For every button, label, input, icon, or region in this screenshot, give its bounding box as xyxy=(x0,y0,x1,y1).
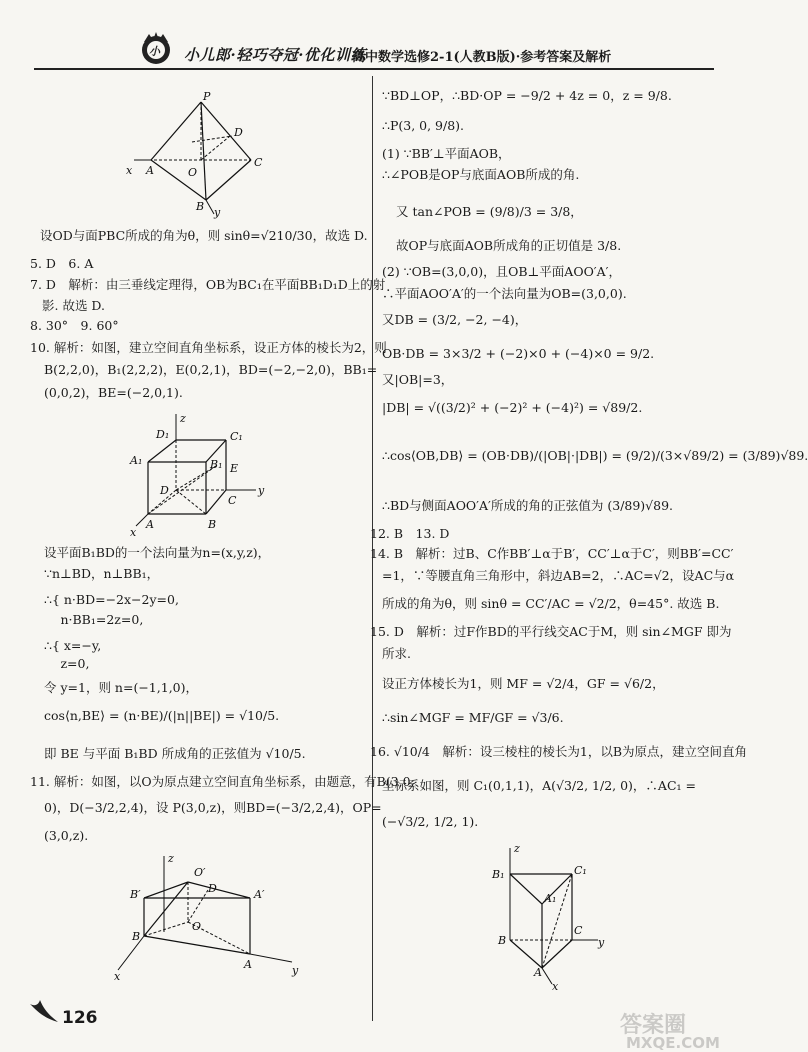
right-line-5: 又 tan∠POB = (9/8)/3 = 3/8， xyxy=(396,204,583,219)
right-line-2: ∴P(3, 0, 9/8). xyxy=(382,118,465,133)
left-line-1: 设OD与面PBC所成的角为θ，则 sinθ=√210/30，故选 D. xyxy=(40,228,368,243)
label-a-prime: A′ xyxy=(254,888,265,901)
right-line-24: 坐标系如图，则 C₁(0,1,1)，A(√3/2, 1/2, 0)，∴AC₁ = xyxy=(382,778,696,793)
header-rule xyxy=(34,68,714,70)
watermark xyxy=(606,1008,748,1052)
left-line-9: 设平面B₁BD的一个法向量为n=(x,y,z)， xyxy=(44,545,271,560)
label-p: P xyxy=(203,90,211,103)
label-y: y xyxy=(214,206,221,219)
svg-text:小: 小 xyxy=(149,45,160,58)
left-line-12: n·BB₁=2z=0, xyxy=(44,612,144,627)
figure-cube xyxy=(126,410,286,540)
right-line-16: 14. B 解析：过B、C作BB′⊥α于B′，CC′⊥α于C′，则BB′=CC′ xyxy=(370,546,734,561)
label-z: z xyxy=(180,412,186,425)
label-d: D xyxy=(160,484,169,497)
left-line-13: ∴{ x=−y, xyxy=(44,638,102,653)
right-line-13: ∴cos⟨OB,DB⟩ = (OB·DB)/(|OB|·|DB|) = (9/2)/(3×√89/2) = (3/89)√89. xyxy=(382,448,808,463)
label-c1: C₁ xyxy=(230,430,243,443)
label-z: z xyxy=(168,852,174,865)
label-a: A xyxy=(244,958,252,971)
label-b-prime: B′ xyxy=(130,888,141,901)
left-line-17: 即 BE 与平面 B₁BD 所成角的正弦值为 √10/5. xyxy=(44,746,306,761)
watermark-line-2: MXQE.COM xyxy=(626,1034,720,1052)
label-o: O xyxy=(188,166,198,179)
left-line-5: 8. 30° 9. 60° xyxy=(30,318,119,333)
watermark-line-1: 答案圈 xyxy=(620,1013,687,1038)
label-y: y xyxy=(258,484,265,497)
label-b: B xyxy=(498,934,507,947)
right-line-22: ∴sin∠MGF = MF/GF = √3/6. xyxy=(382,710,564,725)
label-o-prime: O′ xyxy=(194,866,206,879)
label-a1: A₁ xyxy=(130,454,143,467)
label-y: y xyxy=(292,964,299,977)
right-line-12: |DB| = √((3/2)² + (−2)² + (−4)²) = √89/2. xyxy=(382,400,643,415)
figure-prism xyxy=(112,852,312,982)
right-line-8: ∴平面AOO′A′的一个法向量为OB=(3,0,0). xyxy=(382,286,627,301)
right-line-17: =1，∵等腰直角三角形中，斜边AB=2，∴AC=√2，设AC与α xyxy=(382,568,735,583)
label-e: E xyxy=(230,462,239,475)
right-line-1: ∵BD⊥OP，∴BD·OP = −9/2 + 4z = 0，z = 9/8. xyxy=(382,88,672,103)
label-x: x xyxy=(114,970,121,983)
left-line-2: 5. D 6. A xyxy=(30,256,94,271)
label-o: O xyxy=(192,920,202,933)
label-x: x xyxy=(552,980,559,993)
label-d: D xyxy=(234,126,243,139)
label-b: B xyxy=(196,200,205,213)
right-line-4: ∴∠POB是OP与底面AOB所成的角. xyxy=(382,167,580,182)
right-line-14: ∴BD与侧面AOO′A′所成的角的正弦值为 (3/89)√89. xyxy=(382,498,674,513)
right-line-3: (1) ∵BB′⊥平面AOB， xyxy=(382,146,511,161)
right-line-6: 故OP与底面AOB所成角的正切值是 3/8. xyxy=(396,238,622,253)
label-b: B xyxy=(132,930,141,943)
left-line-18: 11. 解析：如图，以O为原点建立空间直角坐标系，由题意，有B(3,0, xyxy=(30,774,415,789)
left-line-15: 令 y=1，则 n=(−1,1,0)， xyxy=(44,680,198,695)
label-b1: B₁ xyxy=(210,458,223,471)
label-b: B xyxy=(208,518,217,531)
page-number: 126 xyxy=(62,1008,98,1028)
bird-icon xyxy=(28,996,62,1026)
right-line-19: 15. D 解析：过F作BD的平行线交AC于M，则 sin∠MGF 即为 xyxy=(370,624,732,639)
left-line-16: cos⟨n,BE⟩ = (n·BE)/(|n||BE|) = √10/5. xyxy=(44,708,280,723)
left-line-3: 7. D 解析：由三垂线定理得，OB为BC₁在平面BB₁D₁D上的射 xyxy=(30,277,386,292)
label-c: C xyxy=(574,924,583,937)
label-d: D xyxy=(208,882,217,895)
label-a: A xyxy=(146,518,154,531)
series-title: 小儿郎·轻巧夺冠·优化训练 xyxy=(184,46,366,64)
left-line-14: z=0, xyxy=(44,656,90,671)
left-line-8: (0,0,2)，BE=(−2,0,1). xyxy=(44,385,183,400)
right-line-20: 所求. xyxy=(382,646,411,661)
left-line-20: (3,0,z). xyxy=(44,828,89,843)
left-line-4: 影. 故选 D. xyxy=(42,298,105,313)
label-b1: B₁ xyxy=(492,868,505,881)
right-line-23: 16. √10/4 解析：设三棱柱的棱长为1，以B为原点，建立空间直角 xyxy=(370,744,748,759)
right-line-25: (−√3/2, 1/2, 1). xyxy=(382,814,479,829)
book-title: 高中数学选修2-1(人教B版)·参考答案及解析 xyxy=(352,50,612,65)
left-line-19: 0)，D(−3/2,2,4)，设 P(3,0,z)，则BD=(−3/2,2,4)，OP= xyxy=(44,800,382,815)
crown-logo-icon xyxy=(138,30,174,66)
figure-triangular-prism xyxy=(482,842,622,992)
left-line-6: 10. 解析：如图，建立空间直角坐标系，设正方体的棱长为2，则 xyxy=(30,340,387,355)
page-header xyxy=(0,0,750,74)
label-a1: A₁ xyxy=(544,892,557,905)
right-line-15: 12. B 13. D xyxy=(370,526,450,541)
left-line-10: ∵n⊥BD，n⊥BB₁， xyxy=(44,566,160,581)
label-y: y xyxy=(598,936,605,949)
right-line-10: OB·DB = 3×3/2 + (−2)×0 + (−4)×0 = 9/2. xyxy=(382,346,655,361)
right-line-21: 设正方体棱长为1，则 MF = √2/4，GF = √6/2， xyxy=(382,676,665,691)
label-z: z xyxy=(514,842,520,855)
left-line-7: B(2,2,0)，B₁(2,2,2)，E(0,2,1)，BD=(−2,−2,0)，BB₁= xyxy=(44,362,378,377)
right-line-7: (2) ∵OB=(3,0,0)，且OB⊥平面AOO′A′， xyxy=(382,264,622,279)
label-d1: D₁ xyxy=(156,428,170,441)
label-c: C xyxy=(254,156,263,169)
right-line-9: 又DB = (3/2, −2, −4)， xyxy=(382,312,528,327)
label-a: A xyxy=(146,164,154,177)
figure-pyramid xyxy=(126,86,286,218)
label-c: C xyxy=(228,494,237,507)
right-line-18: 所成的角为θ，则 sinθ = CC′/AC = √2/2，θ=45°. 故选 B. xyxy=(382,596,720,611)
right-line-11: 又|OB|=3， xyxy=(382,372,454,387)
left-line-11: ∴{ n·BD=−2x−2y=0, xyxy=(44,592,179,607)
label-a: A xyxy=(534,966,542,979)
label-c1: C₁ xyxy=(574,864,587,877)
label-x: x xyxy=(126,164,133,177)
label-x: x xyxy=(130,526,137,539)
